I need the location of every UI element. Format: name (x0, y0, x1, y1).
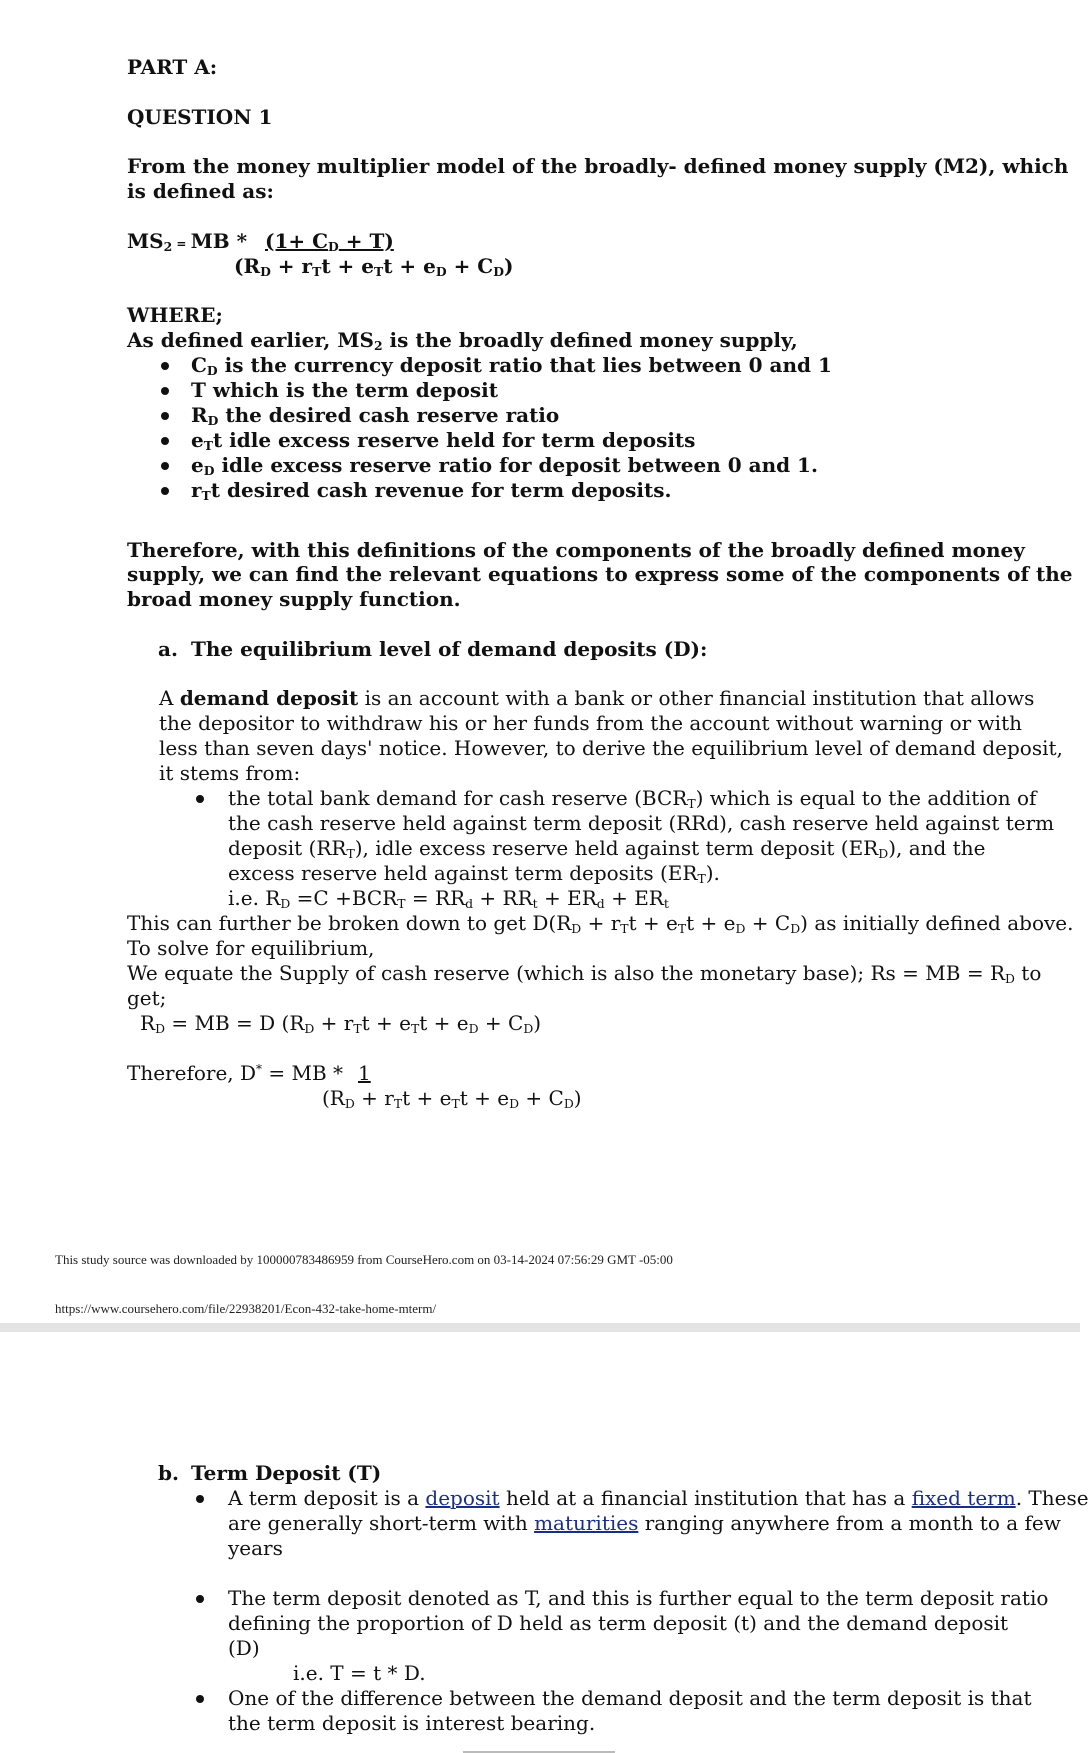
bank-demand-line-1: the total bank demand for cash reserve $(BCR_T)$ which is equal to the addition of (228, 786, 1037, 812)
intro-line-1: From the money multiplier model of the broadly- defined money supply (M2), which (127, 154, 1069, 178)
reserve-identity: i.e. $R_D =C +BCR_T = RR_d + RR_t + ER_d + ER_t$ (228, 886, 669, 912)
section-a-para-line-4: it stems from: (159, 761, 301, 785)
reserve-equation: $R_D$ = MB = D $(R_D + r_Tt + e_Tt + e_D + C_D)$ (140, 1011, 542, 1037)
definition-item: $C_D$ is the currency deposit ratio that lies between 0 and 1 (191, 353, 832, 379)
page-separator (0, 1323, 1080, 1332)
bullet-dot (161, 412, 169, 420)
formula-numerator: $(1+ C_D + T)$ (265, 229, 394, 255)
bullet-dot (196, 795, 204, 803)
section-a-para-line-3: less than seven days' notice. However, to derive the equilibrium level of demand deposit, (159, 736, 1063, 760)
bullet-dot (196, 1495, 204, 1503)
section-a-label: a. (158, 637, 178, 661)
definition-item: $R_D$ the desired cash reserve ratio (191, 403, 560, 429)
term-def-line-3: years (228, 1536, 283, 1560)
download-notice: This study source was downloaded by 100000783486959 from CourseHero.com on 03-14-2024 07:56:29 GMT -05:00 (55, 1252, 673, 1267)
document-page-2 (0, 1332, 1089, 1753)
bullet-dot (196, 1695, 204, 1703)
equilibrium-d-numerator: 1 (358, 1061, 371, 1085)
question-title: QUESTION 1 (127, 105, 273, 129)
bank-demand-line-3: deposit $(RR_T)$, idle excess reserve held against term deposit $(ER_D)$, and the (228, 836, 986, 862)
formula-lhs: $MS_2$ = MB * (127, 229, 248, 255)
where-line: As defined earlier, $MS_2$ is the broadly defined money supply, (127, 328, 798, 354)
definition-item: $r_Tt$ desired cash revenue for term deposits. (191, 478, 672, 504)
section-b-label: b. (158, 1461, 179, 1485)
part-title: PART A: (127, 55, 218, 79)
where-heading: WHERE; (127, 303, 223, 327)
term-identity: i.e. T = t * D. (293, 1661, 426, 1685)
equilibrium-d-lhs: Therefore, D* = MB * (127, 1061, 344, 1085)
maturities-link[interactable]: maturities (534, 1511, 639, 1535)
section-a-title: The equilibrium level of demand deposits (D): (191, 637, 708, 661)
deposit-link[interactable]: deposit (425, 1486, 500, 1510)
term-def-line-1: A term deposit is a deposit held at a financial institution that has a fixed term. These (228, 1486, 1089, 1510)
bullet-dot (161, 362, 169, 370)
solve-line: To solve for equilibrium, (127, 936, 375, 960)
source-url[interactable]: https://www.coursehero.com/file/22938201/Econ-432-take-home-mterm/ (55, 1301, 437, 1316)
equate-line: We equate the Supply of cash reserve (which is also the monetary base); Rs = MB = $R_D$ to (127, 961, 1042, 987)
equilibrium-d-denominator: $(R_D + r_Tt + e_Tt + e_D + C_D)$ (322, 1086, 582, 1112)
intro-line-2: is defined as: (127, 179, 274, 203)
bank-demand-line-2: the cash reserve held against term deposit (RRd), cash reserve held against term (228, 811, 1055, 835)
interest-line-2: the term deposit is interest bearing. (228, 1711, 596, 1735)
therefore-line-3: broad money supply function. (127, 587, 461, 611)
section-a-para-line-1: A demand deposit is an account with a bank or other financial institution that allows (159, 686, 1035, 710)
term-ratio-line-3: (D) (228, 1636, 260, 1660)
therefore-line-2: supply, we can find the relevant equations to express some of the components of the (127, 562, 1073, 586)
definition-item: $e_Tt$ idle excess reserve held for term deposits (191, 428, 696, 454)
bullet-dot (161, 462, 169, 470)
therefore-line-1: Therefore, with this definitions of the components of the broadly defined money (127, 538, 1025, 562)
section-a-para-line-2: the depositor to withdraw his or her funds from the account without warning or with (159, 711, 1022, 735)
term-ratio-line-2: defining the proportion of D held as term deposit (t) and the demand deposit (228, 1611, 1009, 1635)
term-ratio-line-1: The term deposit denoted as T, and this is further equal to the term deposit ratio (228, 1586, 1049, 1610)
bank-demand-line-4: excess reserve held against term deposits $(ER_T)$. (228, 861, 720, 887)
term-def-line-2: are generally short-term with maturities ranging anywhere from a month to a few (228, 1511, 1061, 1535)
bullet-dot (161, 437, 169, 445)
broken-down-line: This can further be broken down to get $D(R_D + r_Tt + e_Tt + e_D + C_D)$ as initially defined above. (127, 911, 1074, 937)
bullet-dot (196, 1595, 204, 1603)
definition-item: $e_D$ idle excess reserve ratio for deposit between 0 and 1. (191, 453, 818, 479)
bullet-dot (161, 387, 169, 395)
formula-denominator: $(R_D + r_Tt + e_Tt + e_D + C_D)$ (234, 254, 514, 280)
get-line: get; (127, 986, 167, 1010)
section-b-title: Term Deposit (T) (191, 1461, 382, 1485)
fixed-term-link[interactable]: fixed term (911, 1486, 1016, 1510)
interest-line-1: One of the difference between the demand deposit and the term deposit is that (228, 1686, 1032, 1710)
definition-item: T which is the term deposit (191, 378, 498, 402)
bullet-dot (161, 487, 169, 495)
